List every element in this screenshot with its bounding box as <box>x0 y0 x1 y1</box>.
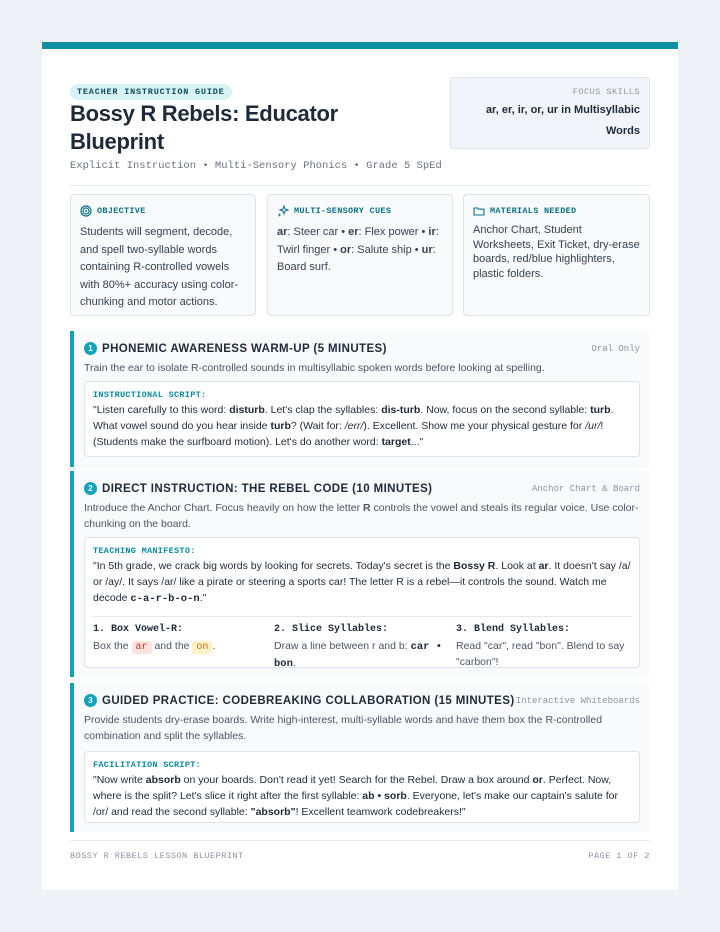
teaching-manifesto-box <box>84 537 640 668</box>
section-guided-practice <box>70 683 650 832</box>
section-number-badge: 3 <box>84 694 97 707</box>
cue-key: or <box>340 243 352 256</box>
step-title: 2. Slice Syllables: <box>274 624 389 635</box>
facilitation-label: FACILITATION SCRIPT: <box>93 760 202 770</box>
script-text: "Listen carefully to this word: disturb. Let's clap the syllables: dis-turb. Now, focus on the second syllable: turb. What vowel sound do you hear inside turb? (Wait for: /err/). Excellent. Show me your physical gesture for /ur/! (Students make the surfboard motion). Let's do another word: target..." <box>93 404 614 448</box>
step-title: 1. Box Vowel-R: <box>93 624 184 635</box>
objective-label: OBJECTIVE <box>97 206 146 216</box>
section-number-badge: 2 <box>84 482 97 495</box>
cue-text: : Twirl finger • <box>277 226 439 256</box>
objective-text: Students will segment, decode, and spell two-syllable words containing R-controlled vowels with 80%+ accuracy using color-chunking and motor actions. <box>80 226 239 308</box>
decode-steps <box>93 616 631 670</box>
folder-icon <box>473 205 485 217</box>
highlight-on: on <box>192 641 212 654</box>
script-label: INSTRUCTIONAL SCRIPT: <box>93 390 207 400</box>
accent-bar <box>42 42 678 49</box>
step-text: Read "car", read "bon". Blend to say "carbon"! <box>456 640 625 668</box>
cue-text: : Flex power • <box>358 226 429 238</box>
page-footer <box>70 840 650 861</box>
section-tag: Anchor Chart & Board <box>531 484 640 494</box>
guide-tag: TEACHER INSTRUCTION GUIDE <box>70 84 232 100</box>
manifesto-text: "In 5th grade, we crack big words by looking for secrets. Today's secret is the Bossy R. Look at ar. It doesn't say /a/ or /ay/. It says /ar/ like a pirate or steering a sports car! The letter R is a rebel—it controls the sound. Watch me decode c-a-r-b-o-n." <box>93 560 631 605</box>
highlight-ar: ar <box>132 641 152 654</box>
cues-label: MULTI-SENSORY CUES <box>294 206 392 216</box>
section-tag: Oral Only <box>591 344 640 354</box>
step-slice-syllables <box>274 624 446 672</box>
target-icon <box>80 205 92 217</box>
focus-skills-box <box>450 77 650 149</box>
section-tag: Interactive Whiteboards <box>515 696 640 706</box>
step-text: Draw a line between r and b: car • bon. <box>274 640 443 670</box>
section-number-badge: 1 <box>84 342 97 355</box>
objective-card <box>70 194 256 316</box>
page-subtitle: Explicit Instruction • Multi-Sensory Phonics • Grade 5 SpEd <box>70 160 442 172</box>
lesson-page <box>42 42 678 890</box>
materials-label: MATERIALS NEEDED <box>490 206 577 216</box>
section-phonemic-awareness <box>70 331 650 467</box>
step-title: 3. Blend Syllables: <box>456 624 571 635</box>
cue-key: ur <box>421 243 433 256</box>
section-title: PHONEMIC AWARENESS WARM-UP (5 MINUTES) <box>102 342 387 355</box>
multisensory-cues-card <box>267 194 453 316</box>
facilitation-text: "Now write absorb on your boards. Don't read it yet! Search for the Rebel. Draw a box around or. Perfect. Now, where is the split? Let's slice it right after the first syllable: ab • sorb. Everyone, let's make our captain's salute for /or/ and read the second syllable: "absorb"! Excellent teamwork codebreakers!" <box>93 774 619 818</box>
section-title: DIRECT INSTRUCTION: THE REBEL CODE (10 MINUTES) <box>102 482 433 495</box>
section-title: GUIDED PRACTICE: CODEBREAKING COLLABORATION (15 MINUTES) <box>102 694 515 707</box>
cue-key: ar <box>277 226 288 238</box>
section-intro: Train the ear to isolate R-controlled sounds in multisyllabic spoken words before looking at spelling. <box>84 362 545 374</box>
materials-text: Anchor Chart, Student Worksheets, Exit Ticket, dry-erase boards, red/blue highlighters, plastic folders. <box>473 224 640 280</box>
focus-skills-value: ar, er, ir, or, ur in Multisyllabic Words <box>485 104 640 137</box>
cue-text: : Salute ship • <box>351 243 422 256</box>
cue-text: : Board surf. <box>277 243 436 273</box>
section-direct-instruction <box>70 471 650 677</box>
section-intro: Provide students dry-erase boards. Write high-interest, multi-syllable words and have them box the R-controlled combination and split the syllables. <box>84 714 603 742</box>
materials-card <box>463 194 650 316</box>
footer-title: BOSSY R REBELS LESSON BLUEPRINT <box>70 851 244 861</box>
page-number: PAGE 1 OF 2 <box>588 851 650 861</box>
facilitation-script-box <box>84 751 640 823</box>
section-intro: Introduce the Anchor Chart. Focus heavily on how the letter R controls the vowel and steals its regular voice. Use color-chunking on the board. <box>84 502 639 530</box>
header-divider <box>70 185 650 186</box>
cue-key: er <box>348 226 359 238</box>
page-title: Bossy R Rebels: Educator Blueprint <box>70 101 338 154</box>
cue-text: : Steer car • <box>287 226 349 238</box>
focus-skills-label: FOCUS SKILLS <box>572 87 640 97</box>
instructional-script-box <box>84 381 640 457</box>
manifesto-label: TEACHING MANIFESTO: <box>93 546 196 556</box>
sparkle-icon <box>277 205 289 217</box>
step-blend-syllables <box>456 624 628 670</box>
cue-key: ir <box>428 226 436 238</box>
cues-text <box>277 224 443 277</box>
step-box-vowel <box>93 624 265 654</box>
step-text: Box the ar and the on . <box>93 640 216 653</box>
